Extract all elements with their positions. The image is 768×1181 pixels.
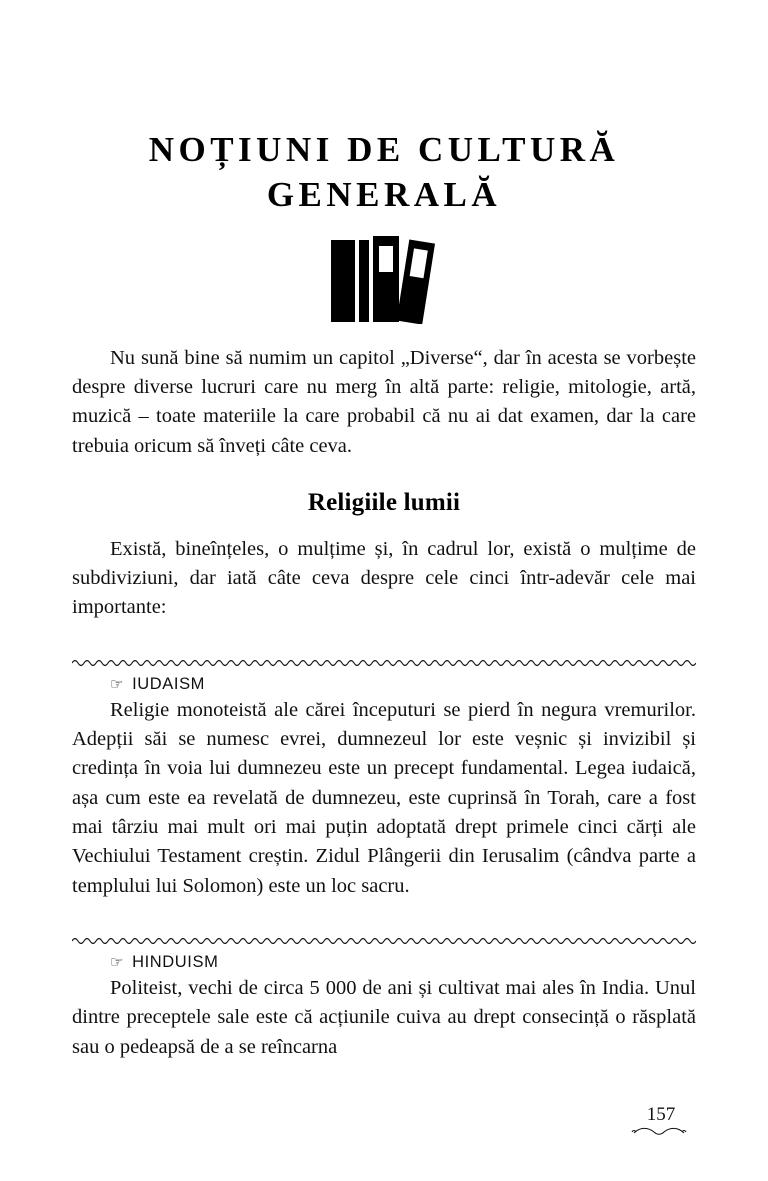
intro-paragraph: Nu sună bine să numim un capitol „Diverse“, dar în acesta se vorbește despre diverse lucruri care nu merg în altă parte: religie, mitologie, artă, muzică – toate materiile la care probabil că nu ai dat examen, dar la care trebuia oricum să înveți câte ceva. — [72, 346, 696, 457]
entry-text-hinduism: Politeist, vechi de circa 5 000 de ani și cultivat mai ales în India. Unul dintre preceptele sale este că acțiunile cuiva au drept consecință o răsplată sau o pedeapsă de a se reîncarna — [72, 976, 696, 1058]
section-intro-paragraph: Există, bineînțeles, o mulțime și, în cadrul lor, există o mulțime de subdiviziuni, dar iată câte ceva despre cele cinci într-adevăr cele mai importante: — [72, 537, 696, 619]
entry-label-text: HINDUISM — [132, 952, 219, 971]
entry-label-text: IUDAISM — [132, 674, 206, 693]
wavy-divider — [72, 935, 696, 947]
entry-label-hinduism — [110, 953, 696, 972]
entry-text-iudaism: Religie monoteistă ale cărei începuturi se pierd în negura vremurilor. Adepții săi se numesc evrei, dumnezeul lor este veșnic și invizibil și credința în voia lui dumnezeu este un precept fundamental. Legea iudaică, așa cum este ea revelată de dumnezeu, este cuprinsă în Torah, care a fost mai târziu mai mult ori mai puțin adoptată drept primele cinci cărți ale Vechiului Testament creștin. Zidul Plângerii din Ierusalim (cândva parte a templului lui Solomon) este un loc sacru. — [72, 698, 696, 897]
chapter-title-line-1: NOȚIUNI DE CULTURĂ — [148, 130, 620, 169]
page-number-value: 157 — [646, 1104, 676, 1125]
page-number — [626, 1105, 696, 1137]
chapter-title-line-2: GENERALĂ — [266, 174, 502, 214]
three-books-icon — [329, 236, 439, 324]
wavy-divider — [72, 657, 696, 669]
pointing-hand-icon: ☞ — [110, 953, 125, 971]
entry-hinduism — [72, 935, 696, 1062]
entry-label-iudaism — [110, 675, 696, 694]
page-title — [72, 0, 696, 218]
section-heading: Religiile lumii — [307, 488, 461, 516]
flourish-ornament — [626, 1127, 696, 1137]
entry-iudaism — [72, 657, 696, 901]
pointing-hand-icon: ☞ — [110, 675, 125, 693]
